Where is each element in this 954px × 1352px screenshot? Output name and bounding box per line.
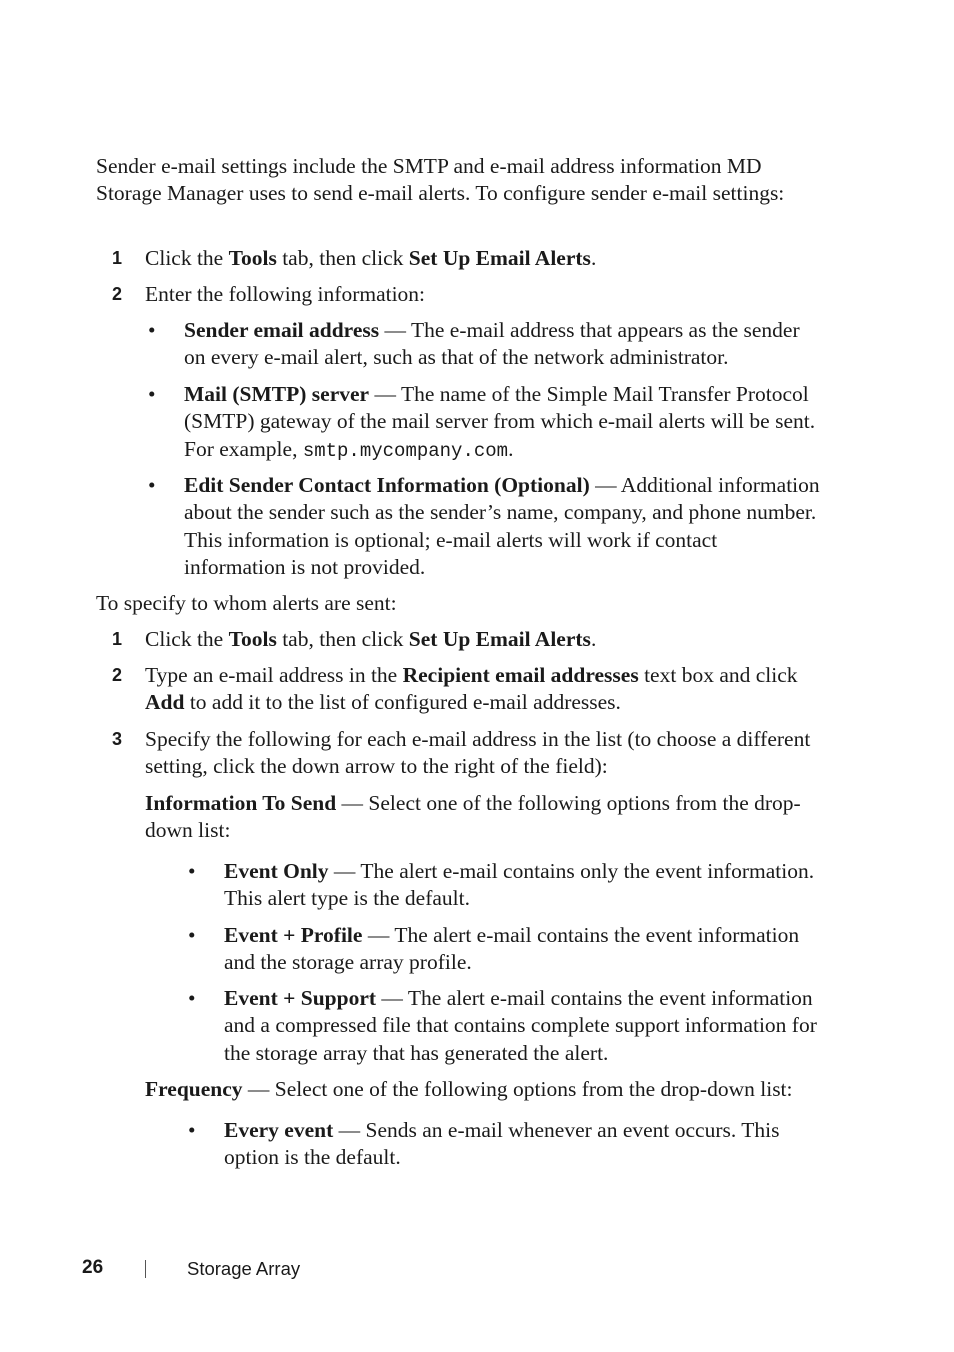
recipient-step-2: Type an e-mail address in the Recipient email addresses text box and click Add to add it to the list of configured e-mail addresses. bbox=[145, 663, 798, 714]
bullet-mark: • bbox=[188, 859, 196, 883]
sender-bullet-email: Sender email address — The e-mail address that appears as the sender on every e-mail alert, such as that of the network administrator. bbox=[184, 318, 800, 370]
recipient-step-1: Click the Tools tab, then click Set Up Email Alerts. bbox=[145, 627, 597, 651]
sender-bullet-smtp: Mail (SMTP) server — The name of the Simple Mail Transfer Protocol (SMTP) gateway of the mail server from which e-mail alerts will be sent. For example, smtp.mycompany.com. bbox=[184, 382, 816, 462]
frequency-bullet-every-event: Every event — Sends an e-mail whenever an event occurs. This option is the default. bbox=[224, 1118, 780, 1170]
sender-step-2: Enter the following information: bbox=[145, 282, 426, 306]
bullet-mark: • bbox=[188, 923, 196, 947]
bullet-mark: • bbox=[148, 382, 156, 406]
bullet-mark: • bbox=[188, 986, 196, 1010]
footer-divider bbox=[145, 1260, 146, 1278]
step-number: 2 bbox=[112, 665, 123, 685]
frequency-paragraph: Frequency — Select one of the following options from the drop-down list: bbox=[145, 1077, 793, 1101]
step-number: 1 bbox=[112, 248, 123, 268]
page-number: 26 bbox=[82, 1257, 104, 1278]
sender-step-1: Click the Tools tab, then click Set Up Email Alerts. bbox=[145, 246, 597, 270]
bullet-mark: • bbox=[188, 1118, 196, 1142]
step-number: 2 bbox=[112, 284, 123, 304]
intro-paragraph: Sender e-mail settings include the SMTP and e-mail address information MD Storage Manager uses to send e-mail alerts. To configure sender e-mail settings: bbox=[96, 154, 785, 205]
footer-section-title: Storage Array bbox=[187, 1258, 301, 1279]
info-bullet-event-only: Event Only — The alert e-mail contains only the event information. This alert type is the default. bbox=[224, 859, 815, 911]
step-number: 3 bbox=[112, 729, 123, 749]
bullet-mark: • bbox=[148, 473, 156, 497]
info-bullet-event-profile: Event + Profile — The alert e-mail contains the event information and the storage array profile. bbox=[224, 923, 800, 975]
bullet-mark: • bbox=[148, 318, 156, 342]
recipient-step-3: Specify the following for each e-mail address in the list (to choose a different setting, click the down arrow to the right of the field): bbox=[145, 727, 811, 778]
sender-bullet-contact: Edit Sender Contact Information (Optional) — Additional information about the sender such as the sender’s name, company, and phone number. This information is optional; e-mail alerts will work if contact information is not provided. bbox=[184, 473, 820, 579]
recipients-intro: To specify to whom alerts are sent: bbox=[96, 591, 397, 615]
step-number: 1 bbox=[112, 629, 123, 649]
info-bullet-event-support: Event + Support — The alert e-mail contains the event information and a compressed file that contains complete support information for the storage array that has generated the alert. bbox=[224, 986, 817, 1065]
info-to-send-paragraph: Information To Send — Select one of the following options from the drop-down list: bbox=[145, 791, 801, 842]
